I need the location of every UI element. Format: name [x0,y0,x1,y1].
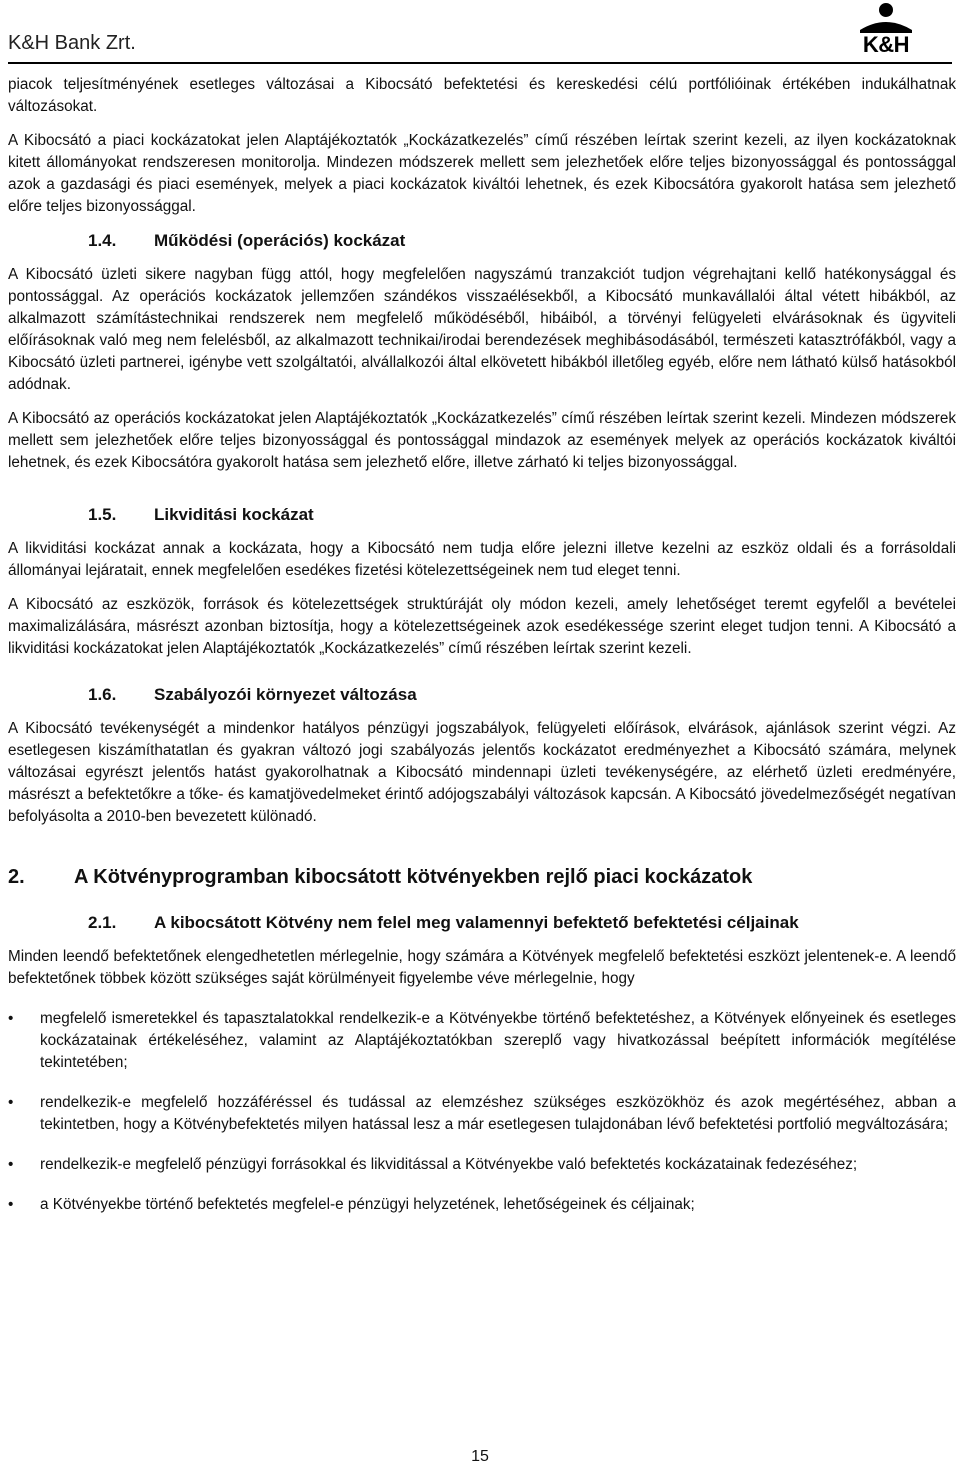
paragraph: A likviditási kockázat annak a kockázata, hogy a Kibocsátó nem tudja előre jelezni illetve kezelni az eszköz oldali és a forrásoldali állományai lejáratait, ennek megfelelően esedékes fizetési kötelezettségeinek nem tud eleget tenni. [8,540,956,579]
bullet-icon: • [8,1094,14,1111]
page-header [0,0,960,62]
document-body [8,74,956,1234]
section-heading-2-1 [8,912,956,934]
kh-logo-symbol-icon [846,2,926,34]
section-number: 1.5. [88,505,117,524]
paragraph: A Kibocsátó az eszközök, források és kötelezettségek struktúráját oly módon kezeli, amely lehetőséget teremt egyfelől a bevételei maximalizálására, másrészt azonban biztosítja, hogy a kötelezettségeinek azok esedékessége szerint eleget tudjon tenni. A Kibocsátó a likviditási kockázatokat jelen Alaptájékoztatók „Kockázatkezelés” című részében leírtak szerint kezeli. [8,596,956,657]
chapter-heading-2 [8,864,956,890]
section-number: 1.6. [88,685,117,704]
list-item [8,1092,956,1136]
paragraph: Minden leendő befektetőnek elengedhetetlen mérlegelnie, hogy számára a Kötvények megfelelő befektetési eszközt jelentenek-e. A leendő befektetőnek többek között szükséges saját körülményeit figyelembe véve mérlegelnie, hogy [8,948,956,987]
paragraph: A Kibocsátó üzleti sikere nagyban függ attól, hogy megfelelően nagyszámú tranzakciót tudjon végrehajtani kellő hatékonysággal és pontossággal. Az operációs kockázatok jellemzően szándékos visszaélésekből, a Kibocsátó munkavállalói által vétett hibákból, az alkalmazott számítástechnikai rendszerek nem megfelelő működéséből, hibáiból, a törvényi felügyeleti elvárásoknak és ügyviteli előírásoknak való meg nem felelésből, az alkalmazott technikai/irodai berendezések meghibásodásából, természeti katasztrófákból, vagy a Kibocsátó üzleti partnerei, igénybe vett szolgáltatói, alvállalkozói által elkövetett hibákból illetőleg egyéb, előre nem látható külső hatásokból adódnak. [8,266,956,393]
list-item [8,1154,956,1176]
list-item-text: rendelkezik-e megfelelő hozzáféréssel és tudással az elemzéshez szükséges eszközökhöz és azok megértéséhez, abban a tekintetben, hogy a Kötvénybefektetés milyen hatással lesz a már esetlegesen tulajdonában lévő befektetési portfolió megváltozására; [40,1094,956,1133]
list-item [8,1008,956,1074]
logo-text: K&H [862,32,910,57]
bullet-list [8,1008,956,1216]
bullet-icon: • [8,1010,14,1027]
paragraph: piacok teljesítményének esetleges változásai a Kibocsátó befektetési és kereskedési célú portfólióinak értékében indukálhatnak változásokat. [8,76,956,115]
section-number: 2.1. [88,913,117,932]
section-title: Működési (operációs) kockázat [154,231,406,250]
chapter-number: 2. [8,866,25,888]
chapter-title: A Kötvényprogramban kibocsátott kötvényekben rejlő piaci kockázatok [74,866,753,888]
section-heading-1-4 [8,230,956,252]
kh-logo [846,2,926,58]
list-item [8,1194,956,1216]
section-title: A kibocsátott Kötvény nem felel meg valamennyi befektető befektetési céljainak [154,913,799,932]
section-number: 1.4. [88,231,117,250]
bullet-icon: • [8,1156,14,1173]
company-name: K&H Bank Zrt. [8,32,136,54]
paragraph: A Kibocsátó a piaci kockázatokat jelen Alaptájékoztatók „Kockázatkezelés” című részében leírtak szerint kezeli, az ilyen kockázatoknak kitett állományokat rendszeresen monitorolja. Mindezen módszerek mellett sem jelezhetőek előre teljes bizonyossággal és pontossággal azok a gazdasági és piaci események, melyek a piaci kockázatok kiváltói lehetnek, és ezek Kibocsátóra gyakorolt hatása sem jelezhető előre teljes bizonyossággal. [8,132,956,215]
section-title: Likviditási kockázat [154,505,314,524]
list-item-text: rendelkezik-e megfelelő pénzügyi forrásokkal és likviditással a Kötvényekbe való befektetés kockázatainak fedezéséhez; [40,1156,858,1173]
section-title: Szabályozói környezet változása [154,685,417,704]
list-item-text: megfelelő ismeretekkel és tapasztalatokkal rendelkezik-e a Kötvényekbe történő befektetéshez, a Kötvények előnyeinek és esetleges kockázatainak értékeléséhez, valamint az Alaptájékoztatókban szereplő vagy hivatkozással beépített információk megítélése tekintetében; [40,1010,956,1071]
paragraph: A Kibocsátó tevékenységét a mindenkor hatályos pénzügyi jogszabályok, felügyeleti előírások, elvárások, ajánlások szerint végzi. Az esetlegesen kiszámíthatatlan és gyakran változó jogi szabályozás jelentős kockázatot eredményezhet a Kibocsátó számára, melynek változásai egyrészt jelentős hatást gyakorolhatnak a Kibocsátó mindennapi üzleti tevékenységére, az elérhető üzleti eredményére, másrészt a befektetőkre a tőke- és kamatjövedelmeket érintő adójogszabályi változások kapcsán. A Kibocsátó jövedelmezőségét negatívan befolyásolta a 2010-ben bevezetett különadó. [8,720,956,825]
page-number: 15 [471,1448,489,1465]
paragraph: A Kibocsátó az operációs kockázatokat jelen Alaptájékoztatók „Kockázatkezelés” című részében leírtak szerint kezeli. Mindezen módszerek mellett sem jelezhetőek előre teljes bizonyossággal és pontossággal mindazok az események melyek az operációs kockázatok kiváltói lehetnek, és ezek Kibocsátóra gyakorolt hatása sem jelezhető előre, illetve zárható ki teljes bizonyossággal. [8,410,956,471]
list-item-text: a Kötvényekbe történő befektetés megfelel-e pénzügyi helyzetének, lehetőségeinek és céljainak; [40,1196,695,1213]
bullet-icon: • [8,1196,14,1213]
header-rule [8,62,952,64]
section-heading-1-5 [8,504,956,526]
section-heading-1-6 [8,684,956,706]
